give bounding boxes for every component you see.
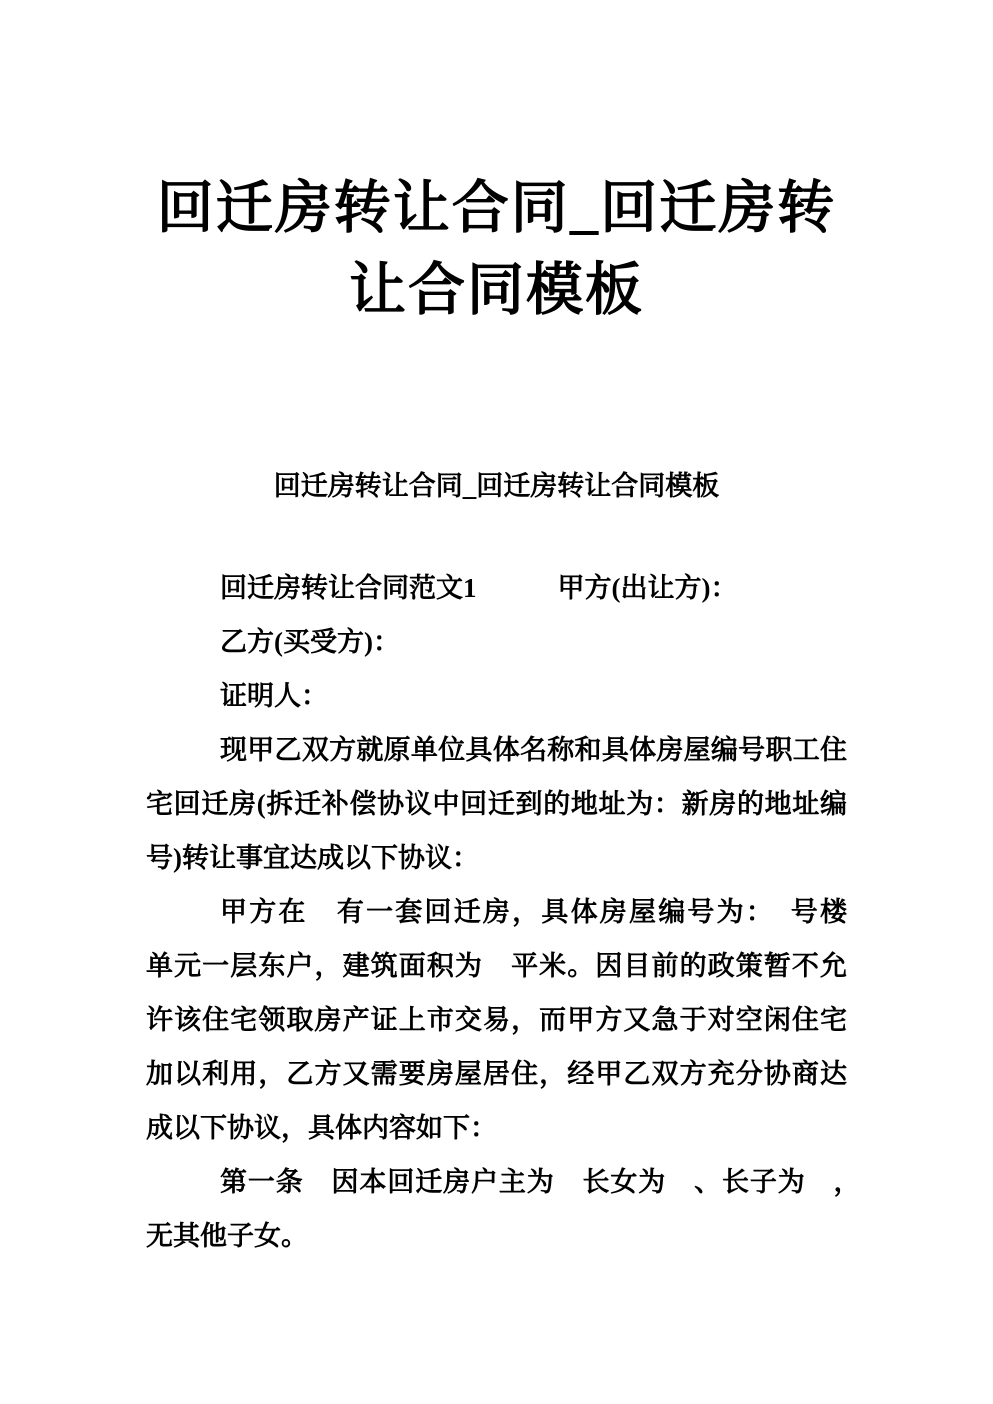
document-subtitle: 回迁房转让合同_回迁房转让合同模板 [273,471,720,501]
body-paragraph: 回迁房转让合同范文1 甲方(出让方)： [220,573,738,603]
body-paragraph: 证明人： [220,681,328,711]
body-paragraph: 乙方(买受方)： [220,627,400,657]
body-paragraph: 第一条 因本回迁房户主为 长女为 、长子为 ， 无其他子女。 [146,1167,874,1251]
document-body [146,561,874,1263]
document-title: 回迁房转让合同_回迁房转让合同模板 [156,177,837,322]
body-paragraph: 现甲乙双方就原单位具体名称和具体房屋编号职工住宅回迁房(拆迁补偿协议中回迁到的地址为：新房的地址编号)转让事宜达成以下协议： [146,735,847,873]
body-paragraph: 甲方在 有一套回迁房，具体房屋编号为： 号楼 单元一层东户，建筑面积为 平米。因目前的政策暂不允许该住宅领取房产证上市交易，而甲方又急于对空闲住宅加以利用，乙方又需要房屋居住，经甲乙双方充分协商达成以下协议，具体内容如下： [146,897,874,1143]
